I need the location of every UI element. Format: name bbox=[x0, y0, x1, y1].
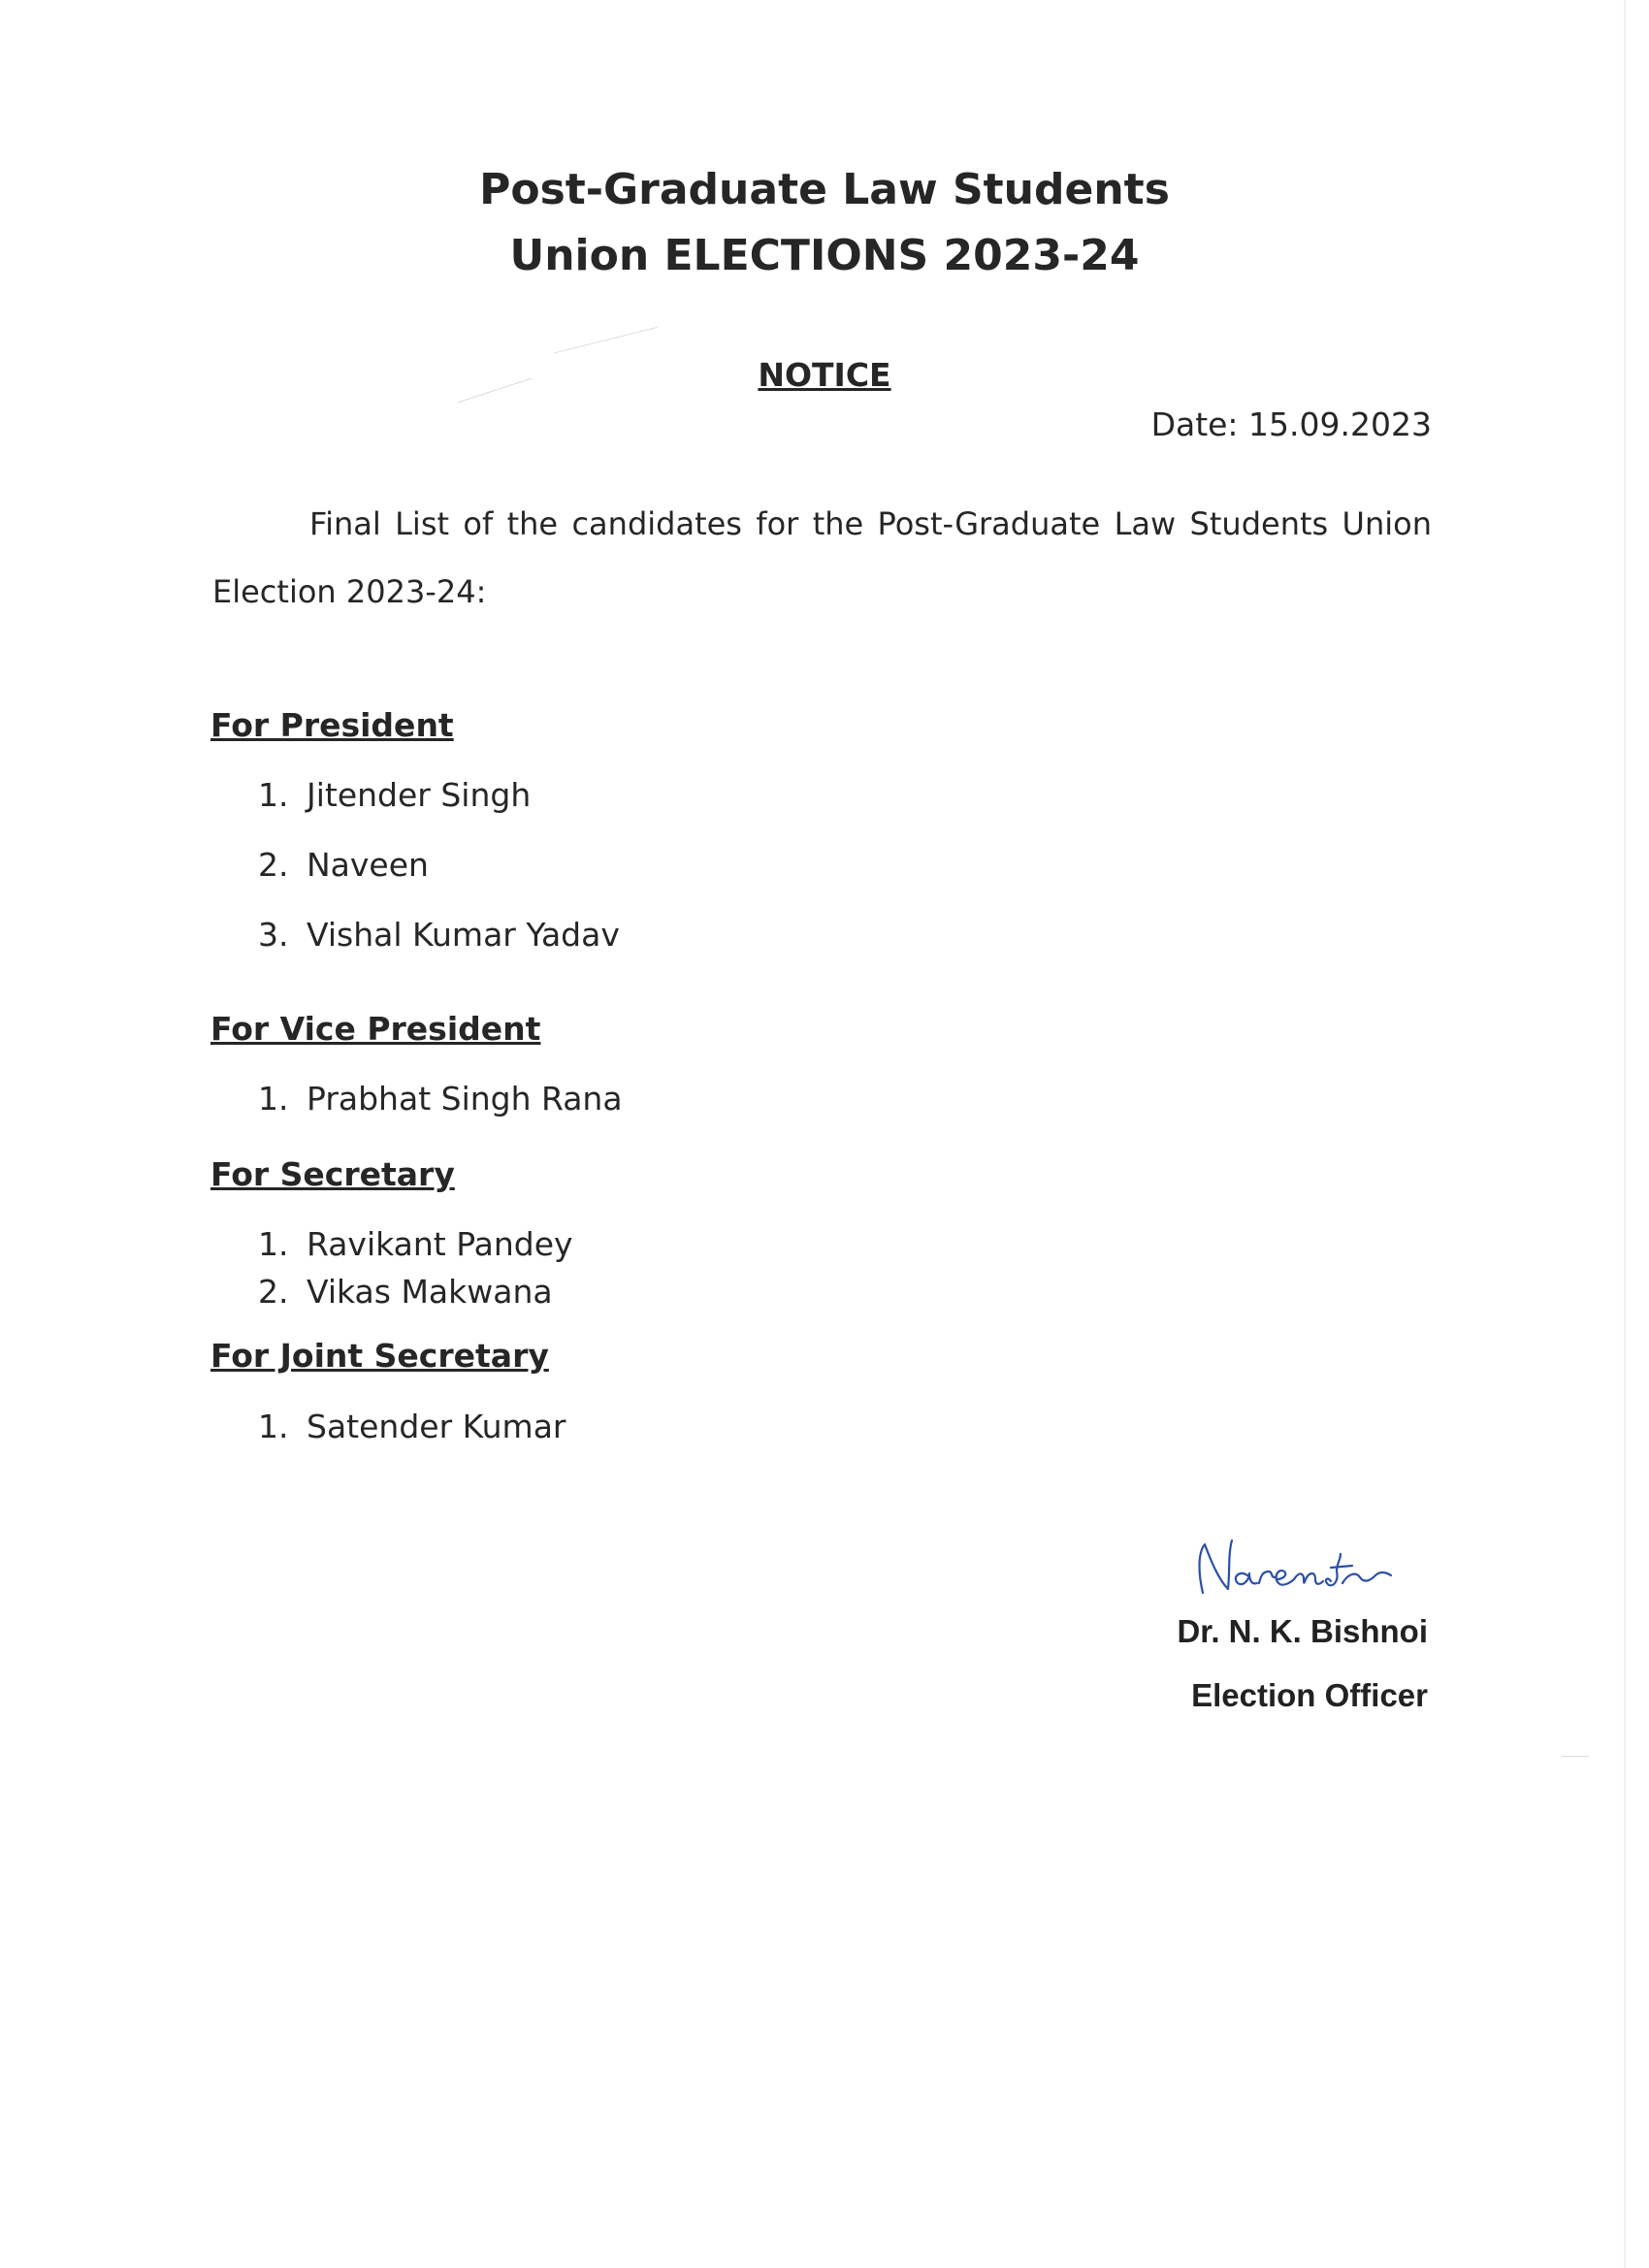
section-heading-joint-secretary: For Joint Secretary bbox=[210, 1337, 549, 1375]
candidate-number: 3. bbox=[258, 916, 289, 954]
scan-mark bbox=[555, 327, 659, 354]
candidate-number: 1. bbox=[258, 1080, 289, 1118]
candidate-number: 1. bbox=[258, 776, 289, 814]
signer-title: Election Officer bbox=[1191, 1677, 1428, 1713]
candidate-item bbox=[258, 846, 429, 884]
candidate-number: 1. bbox=[258, 1225, 289, 1263]
scan-mark bbox=[1562, 1756, 1589, 1757]
candidate-number: 1. bbox=[258, 1408, 289, 1445]
scan-edge bbox=[1624, 0, 1626, 2268]
candidate-number: 2. bbox=[258, 1273, 289, 1311]
candidate-number: 2. bbox=[258, 846, 289, 884]
notice-date: Date: 15.09.2023 bbox=[1150, 405, 1432, 443]
intro-paragraph: Final List of the candidates for the Post-Graduate Law Students Union Election 2023-24: bbox=[212, 505, 1432, 610]
section-heading-vice-president: For Vice President bbox=[210, 1010, 541, 1048]
section-heading-secretary: For Secretary bbox=[210, 1155, 455, 1193]
title-line-2: Union ELECTIONS 2023-24 bbox=[509, 231, 1140, 280]
candidate-item bbox=[258, 1225, 573, 1263]
candidate-item bbox=[258, 1273, 553, 1311]
document-title bbox=[0, 157, 1649, 289]
signature-block bbox=[1177, 1533, 1428, 1714]
candidate-item bbox=[258, 916, 620, 954]
handwritten-signature bbox=[1185, 1533, 1428, 1605]
candidate-name: Ravikant Pandey bbox=[307, 1225, 573, 1263]
title-line-1: Post-Graduate Law Students bbox=[479, 165, 1170, 214]
candidate-name: Satender Kumar bbox=[307, 1408, 566, 1445]
candidate-name: Naveen bbox=[307, 846, 429, 884]
section-heading-president: For President bbox=[210, 706, 454, 744]
candidate-item bbox=[258, 1080, 623, 1118]
candidate-item bbox=[258, 1408, 566, 1445]
candidate-item bbox=[258, 776, 531, 814]
candidate-name: Vikas Makwana bbox=[307, 1273, 553, 1311]
candidate-name: Vishal Kumar Yadav bbox=[307, 916, 620, 954]
notice-heading: NOTICE bbox=[758, 356, 891, 394]
candidate-name: Jitender Singh bbox=[307, 776, 532, 814]
candidate-name: Prabhat Singh Rana bbox=[307, 1080, 623, 1118]
signer-name: Dr. N. K. Bishnoi bbox=[1177, 1613, 1428, 1649]
